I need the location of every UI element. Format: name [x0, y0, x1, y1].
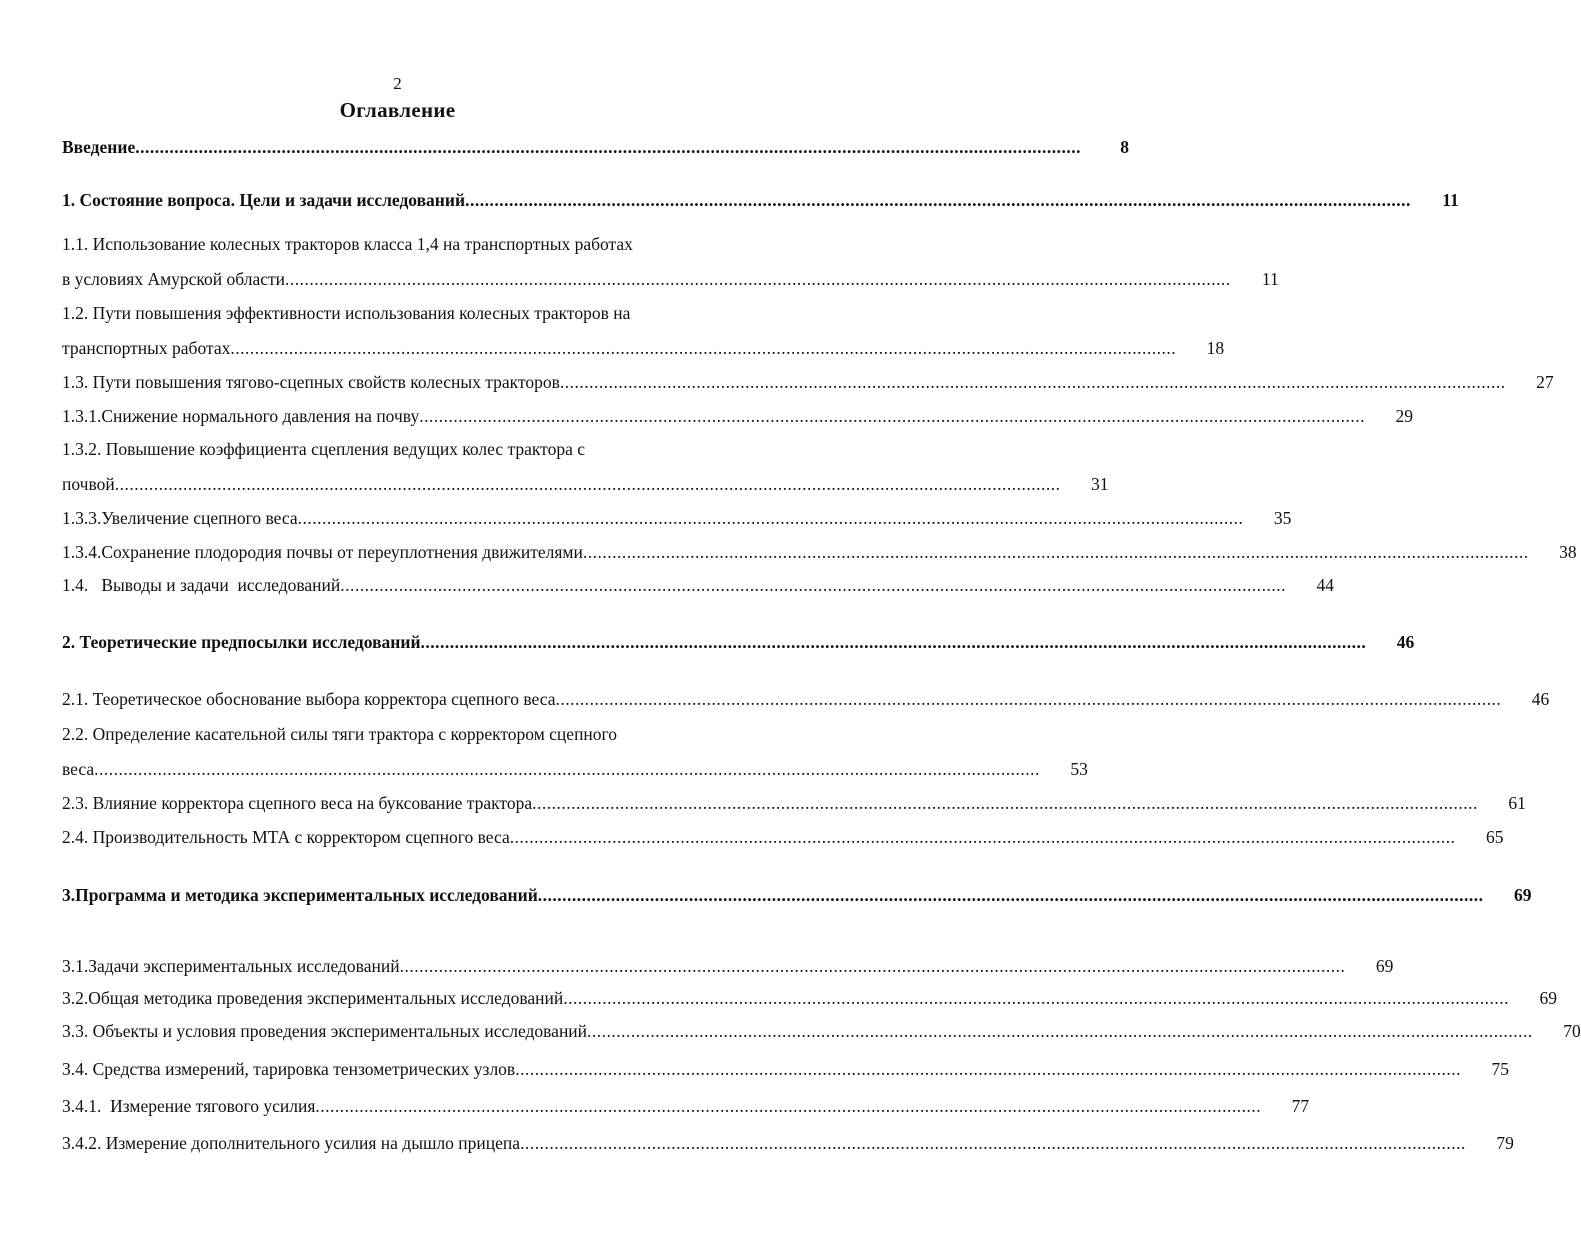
toc-entry-label-line1: 2.2. Определение касательной силы тяги трактора с корректором сцепного — [62, 724, 618, 744]
toc-leader: .................................................................................................................................................................................................. — [509, 827, 1456, 847]
toc-entry[interactable] — [62, 507, 1292, 529]
toc-leader: .................................................................................................................................................................................................. — [315, 1096, 1262, 1116]
toc-leader: .................................................................................................................................................................................................. — [399, 956, 1346, 976]
toc-leader: .................................................................................................................................................................................................. — [555, 689, 1502, 709]
toc-entry-page: 29 — [1395, 406, 1413, 426]
toc-leader: .................................................................................................................................................................................................. — [114, 474, 1061, 494]
toc-entry-label: 1.3.1.Снижение нормального давления на почву — [62, 406, 420, 426]
toc-entry[interactable] — [62, 631, 1415, 653]
toc-leader: .................................................................................................................................................................................................. — [285, 269, 1231, 289]
toc-entry-page: 8 — [1120, 137, 1129, 157]
toc-leader: .................................................................................................................................................................................................. — [587, 1021, 1533, 1041]
toc-entry[interactable] — [62, 987, 1558, 1009]
toc-entry-label: 1. Состояние вопроса. Цели и задачи исследований — [62, 190, 466, 210]
toc-leader: .................................................................................................................................................................................................. — [94, 759, 1040, 779]
toc-entry-page: 69 — [1375, 956, 1394, 976]
toc-entry[interactable] — [62, 302, 1225, 359]
toc-entry-label: 3.4. Средства измерений, тарировка тензометрических узлов — [62, 1059, 516, 1079]
toc-leader: .................................................................................................................................................................................................. — [297, 508, 1244, 528]
toc-entry-page: 65 — [1485, 827, 1504, 847]
toc-entry-label: 2.3. Влияние корректора сцепного веса на буксование трактора — [62, 793, 533, 813]
toc-leader: .................................................................................................................................................................................................. — [420, 632, 1367, 652]
toc-entry[interactable] — [62, 541, 1577, 563]
toc-leader: .................................................................................................................................................................................................. — [135, 137, 1081, 157]
toc-entry-label: Введение — [62, 137, 136, 157]
toc-entry[interactable] — [62, 1095, 1310, 1117]
toc-entry-label: 2.4. Производительность МТА с корректором сцепного веса — [62, 827, 510, 847]
toc-entry-label: 3.4.2. Измерение дополнительного усилия на дышло прицепа — [62, 1133, 521, 1153]
toc-entry-page: 27 — [1536, 372, 1554, 392]
toc-entry-page: 53 — [1070, 759, 1088, 779]
toc-leader: .................................................................................................................................................................................................. — [582, 542, 1529, 562]
toc-entry-label-line1: 1.3.2. Повышение коэффициента сцепления ведущих колес трактора с — [62, 439, 585, 459]
toc-entry-label: 3.2.Общая методика проведения экспериментальных исследований — [62, 988, 564, 1008]
toc-entry-label: 2. Теоретические предпосылки исследований — [62, 632, 421, 652]
toc-entry-page: 46 — [1531, 689, 1550, 709]
toc-entry-page: 44 — [1316, 575, 1335, 595]
toc-entry-label-line1: 1.1. Использование колесных тракторов класса 1,4 на транспортных работах — [62, 234, 633, 254]
toc-entry[interactable] — [62, 792, 1526, 814]
toc-entry-page: 77 — [1291, 1096, 1310, 1116]
toc-entry-page: 11 — [1261, 269, 1279, 289]
toc-leader: .................................................................................................................................................................................................. — [465, 190, 1411, 210]
toc-entry[interactable] — [62, 826, 1504, 848]
toc-entry-label: почвой — [62, 474, 115, 494]
toc-entry[interactable] — [62, 688, 1550, 710]
toc-entry-label: 1.3. Пути повышения тягово-сцепных свойств колесных тракторов — [62, 372, 560, 392]
toc-leader: .................................................................................................................................................................................................. — [563, 988, 1510, 1008]
toc-entry-label: 1.3.3.Увеличение сцепного веса — [62, 508, 298, 528]
toc-entry[interactable] — [62, 955, 1394, 977]
toc-leader: .................................................................................................................................................................................................. — [520, 1133, 1466, 1153]
toc-entry-label: 1.4. Выводы и задачи исследований — [62, 575, 341, 595]
toc-entry-page: 18 — [1206, 338, 1225, 358]
toc-entry-label: 2.1. Теоретическое обоснование выбора корректора сцепного веса — [62, 689, 556, 709]
toc-leader: .................................................................................................................................................................................................. — [537, 885, 1484, 905]
toc-entry-page: 38 — [1559, 542, 1577, 562]
toc-entry-page: 35 — [1273, 508, 1292, 528]
toc-entry[interactable] — [62, 574, 1335, 596]
toc-entry-label: 3.3. Объекты и условия проведения экспериментальных исследований — [62, 1021, 588, 1041]
toc-entry[interactable] — [62, 371, 1554, 393]
toc-entry-label-line1: 1.2. Пути повышения эффективности использования колесных тракторов на — [62, 303, 631, 323]
toc-leader: .................................................................................................................................................................................................. — [515, 1059, 1461, 1079]
toc-entry-label: 3.Программа и методика экспериментальных исследований — [62, 885, 538, 905]
toc-entry[interactable] — [62, 1058, 1509, 1080]
toc-entry-page: 11 — [1442, 190, 1459, 210]
toc-leader: .................................................................................................................................................................................................. — [230, 338, 1177, 358]
toc-leader: .................................................................................................................................................................................................. — [419, 406, 1365, 426]
toc-entry-label: в условиях Амурской области — [62, 269, 286, 289]
toc-entry-label: 3.4.1. Измерение тягового усилия — [62, 1096, 316, 1116]
toc-entry[interactable] — [62, 136, 1129, 158]
toc-entry-page: 69 — [1514, 885, 1532, 905]
toc-entry[interactable] — [62, 405, 1413, 427]
toc-entry-page: 69 — [1539, 988, 1558, 1008]
toc-entry-page: 75 — [1491, 1059, 1509, 1079]
toc-entry[interactable] — [62, 1020, 1581, 1042]
toc-entry-page: 46 — [1396, 632, 1415, 652]
toc-entry-label: веса — [62, 759, 95, 779]
toc-leader: .................................................................................................................................................................................................. — [532, 793, 1478, 813]
toc-leader: .................................................................................................................................................................................................. — [340, 575, 1287, 595]
toc-entry-label: 3.1.Задачи экспериментальных исследований — [62, 956, 400, 976]
toc-entry[interactable] — [62, 723, 1088, 780]
page-title: Оглавление — [339, 98, 456, 122]
toc-entry-page: 70 — [1563, 1021, 1581, 1041]
toc-entry-page: 61 — [1508, 793, 1526, 813]
toc-leader: .................................................................................................................................................................................................. — [559, 372, 1506, 392]
toc-entry-page: 31 — [1090, 474, 1109, 494]
toc-entry[interactable] — [62, 233, 1279, 290]
toc-entry-label: 1.3.4.Сохранение плодородия почвы от переуплотнения движителями — [62, 542, 583, 562]
toc-entry[interactable] — [62, 884, 1532, 906]
toc-entry-page: 79 — [1496, 1133, 1514, 1153]
toc-entry[interactable] — [62, 438, 1109, 495]
toc-entry[interactable] — [62, 1132, 1514, 1154]
toc-entry-label: транспортных работах — [62, 338, 231, 358]
toc-entry[interactable] — [62, 189, 1459, 211]
page-number: 2 — [393, 74, 402, 93]
